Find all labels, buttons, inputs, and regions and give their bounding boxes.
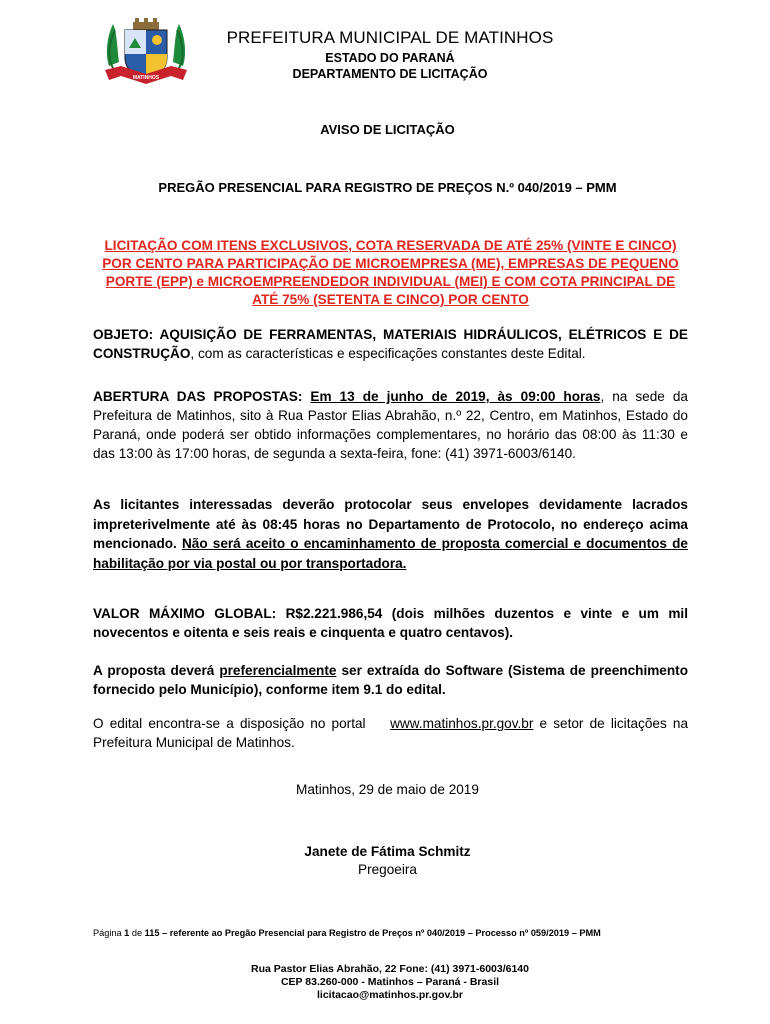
abertura-rest: , na sede da Prefeitura de Matinhos, sito à Rua Pastor Elias Abrahão, n.º 22, Centro, em Matinhos, Estado do Paraná, onde poderá ser obtido informações complementares, no horário das 08:00 às 11:30 e das 13:00 às 17:00 horas, de segunda a sexta-feira, fone: (41) 3971-6003/6140.	[93, 389, 688, 461]
objeto-rest: , com as características e especificações constantes deste Edital.	[190, 346, 586, 361]
crest-banner-text: MATINHOS	[132, 75, 160, 81]
header-municipality: PREFEITURA MUNICIPAL DE MATINHOS	[226, 28, 554, 47]
footer-page-label: Página	[93, 928, 122, 938]
abertura-paragraph	[93, 387, 688, 463]
pregao-title: PREGÃO PRESENCIAL PARA REGISTRO DE PREÇOS N.º 040/2019 – PMM	[158, 180, 617, 195]
objeto-bold: OBJETO: AQUISIÇÃO DE FERRAMENTAS, MATERIAIS HIDRÁULICOS, ELÉTRICOS E DE CONSTRUÇÃO	[93, 327, 688, 361]
document-title: AVISO DE LICITAÇÃO	[320, 122, 455, 137]
address-city: CEP 83.260-000 - Matinhos – Paraná - Brasil	[280, 976, 500, 988]
address-block	[150, 963, 630, 1002]
abertura-date: Em 13 de junho de 2019, às 09:00 horas	[310, 389, 601, 404]
proposta-post: ser extraída do Software (Sistema de preenchimento fornecido pelo Município), conforme item 9.1 do edital.	[93, 663, 689, 697]
municipal-crest-logo	[103, 18, 189, 90]
edital-paragraph	[93, 714, 688, 752]
licitantes-paragraph	[93, 495, 688, 573]
header-state: ESTADO DO PARANÁ	[325, 51, 455, 65]
header-department: DEPARTAMENTO DE LICITAÇÃO	[292, 67, 488, 81]
portal-link[interactable]: www.matinhos.pr.gov.br	[390, 716, 534, 731]
edital-post: e setor de licitações na Prefeitura Municipal de Matinhos.	[93, 716, 689, 750]
valor-maximo-global: VALOR MÁXIMO GLOBAL: R$2.221.986,54 (dois milhões duzentos e vinte e um mil novecentos e oitenta e seis reais e cinquenta e quatro centavos).	[93, 606, 688, 640]
date-line: Matinhos, 29 de maio de 2019	[296, 782, 479, 797]
address-email: licitacao@matinhos.pr.gov.br	[317, 989, 463, 1001]
licitantes-text: As licitantes interessadas deverão protocolar seus envelopes devidamente lacrados impreterivelmente até às 08:45 horas no Departamento de Protocolo, no endereço acima mencionado.	[93, 497, 688, 551]
footer-page-total: 115	[144, 928, 160, 938]
abertura-label: ABERTURA DAS PROPOSTAS:	[93, 389, 303, 404]
proposta-pre: A proposta deverá	[93, 663, 215, 678]
footer-page-number: 1	[124, 928, 130, 938]
footer-reference: – referente ao Pregão Presencial para Registro de Preços nº 040/2019 – Processo nº 059/2019 – PMM	[162, 928, 601, 938]
edital-pre: O edital encontra-se a disposição no portal	[93, 716, 366, 731]
signatory-name: Janete de Fátima Schmitz	[304, 844, 471, 859]
footer-of: de	[131, 928, 143, 938]
address-street: Rua Pastor Elias Abrahão, 22 Fone: (41) 3971-6003/6140	[251, 963, 529, 975]
exclusive-quota-notice: LICITAÇÃO COM ITENS EXCLUSIVOS, COTA RESERVADA DE ATÉ 25% (VINTE E CINCO) POR CENTO PARA PARTICIPAÇÃO DE MICROEMPRESA (ME), EMPRESAS DE PEQUENO PORTE (EPP) e MICROEMPREENDEDOR INDIVIDUAL (MEI) E COM COTA PRINCIPAL DE ATÉ 75% (SETENTA E CINCO) POR CENTO	[102, 238, 679, 307]
signatory-role: Pregoeira	[358, 862, 417, 877]
proposta-underlined: preferencialmente	[219, 663, 337, 678]
page-footer	[93, 928, 693, 938]
objeto-paragraph	[93, 325, 688, 363]
licitantes-warning: Não será aceito o encaminhamento de proposta comercial e documentos de habilitação por via postal ou por transportadora.	[93, 536, 688, 571]
proposta-paragraph	[93, 661, 688, 699]
